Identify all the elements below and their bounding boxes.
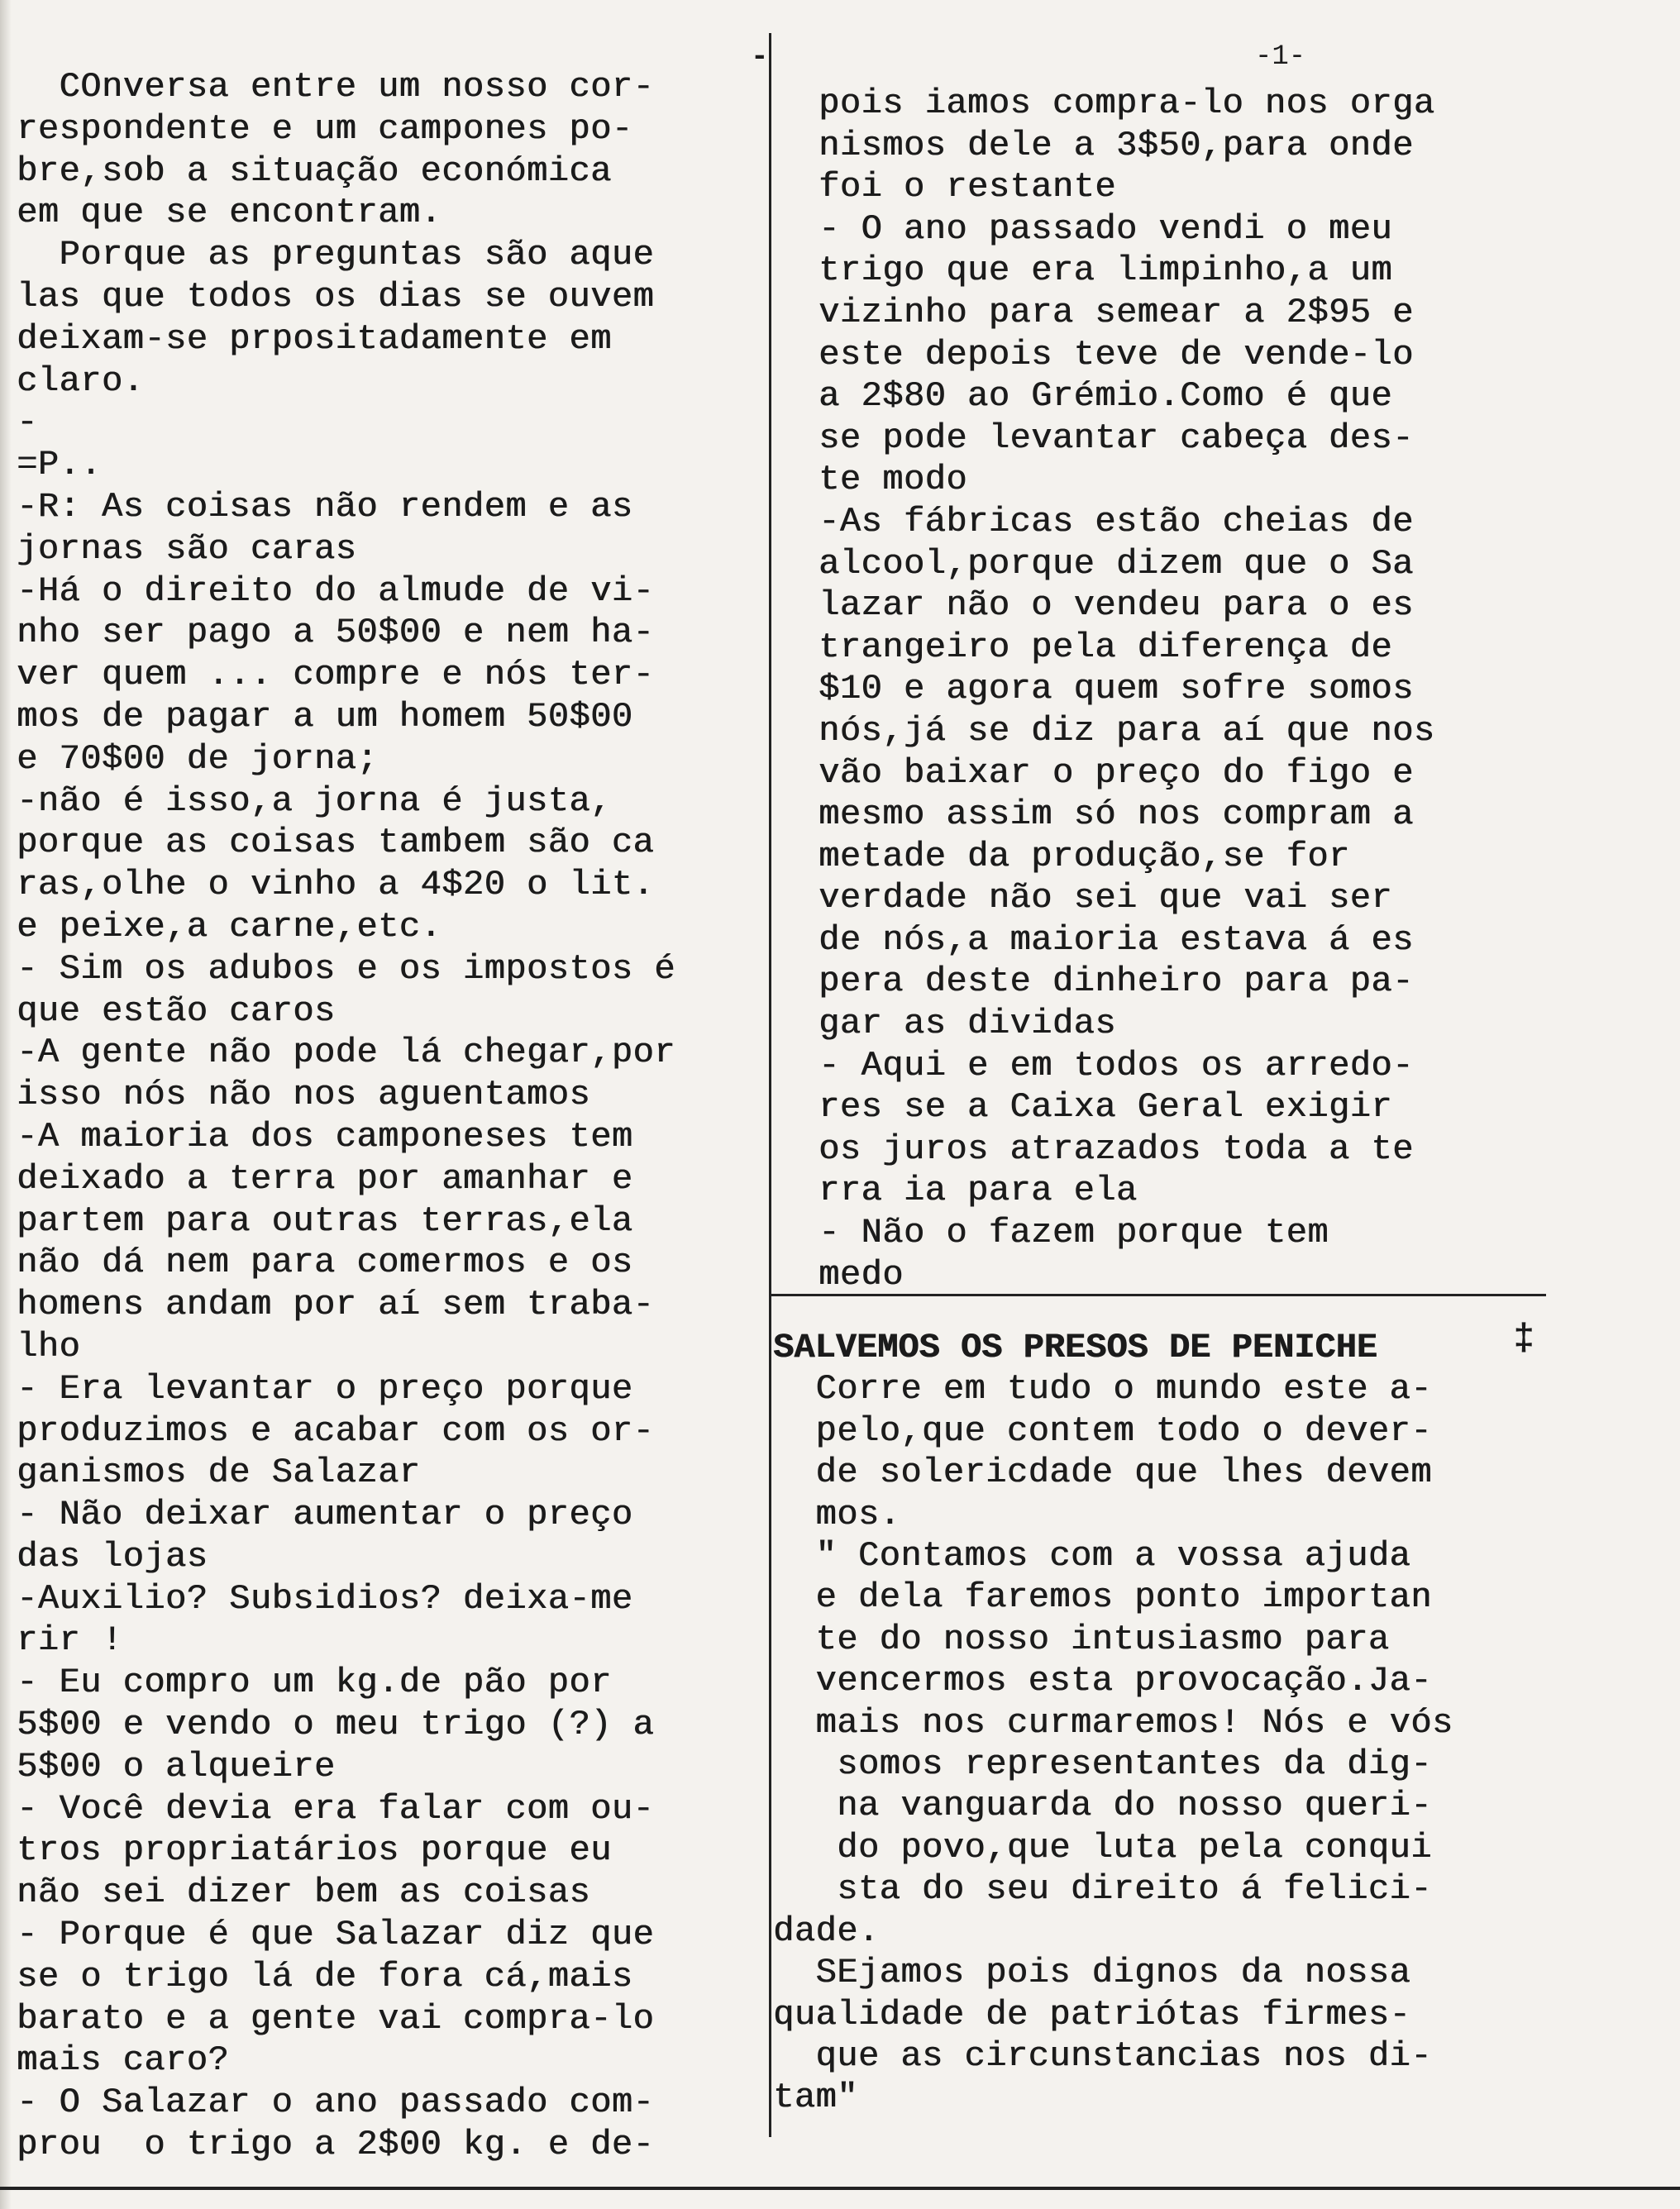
text-line: respondente e um campones po-: [17, 108, 633, 149]
text-line: COnversa entre um nosso cor-: [17, 67, 655, 107]
bottom-rule: [0, 2187, 1680, 2190]
text-line: pera deste dinheiro para pa-: [819, 961, 1414, 1002]
text-line: de solericdade que lhes devem: [773, 1453, 1432, 1493]
text-line: 5$00 e vendo o meu trigo (?) a: [17, 1705, 655, 1745]
text-line: de nós,a maioria estava á es: [819, 919, 1414, 960]
text-line: partem para outras terras,ela: [17, 1200, 633, 1241]
text-line: que estão caros: [17, 990, 336, 1031]
heading-mark: ‡: [1513, 1319, 1535, 1360]
text-line: - Aqui e em todos os arredo-: [819, 1045, 1414, 1085]
text-line: a 2$80 ao Grémio.Como é que: [819, 376, 1393, 417]
text-line: -: [17, 403, 38, 443]
text-line: mos.: [773, 1494, 901, 1534]
text-line: na vanguarda do nosso queri-: [773, 1786, 1432, 1826]
text-line: -Auxilio? Subsidios? deixa-me: [17, 1578, 633, 1619]
text-line: trigo que era limpinho,a um: [819, 250, 1393, 291]
text-line: " Contamos com a vossa ajuda: [773, 1536, 1411, 1577]
text-line: jornas são caras: [17, 528, 357, 569]
text-line: trangeiro pela diferença de: [819, 627, 1393, 667]
text-line: produzimos e acabar com os or-: [17, 1410, 655, 1451]
text-line: - Porque é que Salazar diz que: [17, 1915, 655, 1955]
text-line: - Você devia era falar com ou-: [17, 1788, 655, 1829]
text-line: lazar não o vendeu para o es: [819, 585, 1414, 626]
text-line: nho ser pago a 50$00 e nem ha-: [17, 613, 655, 653]
text-line: gar as dividas: [819, 1004, 1116, 1044]
text-line: mais nos curmaremos! Nós e vós: [773, 1702, 1453, 1743]
text-line: -R: As coisas não rendem e as: [17, 486, 633, 527]
text-line: metade da produção,se for: [819, 836, 1350, 876]
text-line: 5$00 o alqueire: [17, 1746, 336, 1787]
text-line: - O ano passado vendi o meu: [819, 208, 1393, 249]
text-line: das lojas: [17, 1536, 208, 1577]
text-line: -As fábricas estão cheias de: [819, 501, 1414, 542]
text-line: deixam-se prpositadamente em: [17, 318, 612, 359]
text-line: mos de pagar a um homem 50$00: [17, 696, 633, 737]
text-line: -não é isso,a jorna é justa,: [17, 780, 612, 821]
text-line: não sei dizer bem as coisas: [17, 1873, 591, 1913]
text-line: te do nosso intusiasmo para: [773, 1619, 1390, 1659]
text-line: foi o restante: [819, 167, 1116, 208]
text-line: - Era levantar o preço porque: [17, 1368, 633, 1409]
text-line: mais caro?: [17, 2040, 230, 2081]
text-line: isso nós não nos aguentamos: [17, 1075, 591, 1115]
text-line: prou o trigo a 2$00 kg. e de-: [17, 2125, 655, 2165]
text-line: - O Salazar o ano passado com-: [17, 2083, 655, 2123]
text-line: porque as coisas tambem são ca: [17, 823, 655, 863]
text-line: - Não o fazem porque tem: [819, 1213, 1329, 1253]
left-column: [17, 66, 769, 2166]
text-line: e peixe,a carne,etc.: [17, 906, 442, 947]
text-line: Corre em tudo o mundo este a-: [773, 1369, 1432, 1410]
text-line: -A maioria dos camponeses tem: [17, 1116, 633, 1157]
text-line: - Sim os adubos e os impostos é: [17, 948, 675, 989]
text-line: nós,já se diz para aí que nos: [819, 710, 1435, 751]
text-line: - Eu compro um kg.de pão por: [17, 1663, 612, 1703]
text-line: pois iamos compra-lo nos orga: [819, 83, 1435, 123]
column-divider: [769, 33, 771, 2137]
text-line: este depois teve de vende-lo: [819, 334, 1414, 375]
text-line: os juros atrazados toda a te: [819, 1128, 1414, 1169]
text-line: pelo,que contem todo o dever-: [773, 1410, 1432, 1451]
text-line: las que todos os dias se ouvem: [17, 276, 655, 317]
text-line: -Há o direito do almude de vi-: [17, 570, 655, 611]
text-line: se pode levantar cabeça des-: [819, 417, 1414, 458]
text-line: deixado a terra por amanhar e: [17, 1158, 633, 1199]
text-line: em que se encontram.: [17, 193, 442, 233]
text-line: se o trigo lá de fora cá,mais: [17, 1956, 633, 1997]
text-line: res se a Caixa Geral exigir: [819, 1087, 1393, 1128]
right-column-bottom: [773, 1327, 1546, 2119]
text-line: não dá nem para comermos e os: [17, 1243, 633, 1283]
right-column-top: [819, 83, 1546, 1295]
text-line: rra ia para ela: [819, 1171, 1138, 1211]
text-line: Porque as preguntas são aque: [17, 235, 655, 275]
text-line: bre,sob a situação económica: [17, 150, 612, 191]
text-line: claro.: [17, 360, 145, 401]
text-line: vizinho para semear a 2$95 e: [819, 292, 1414, 332]
text-line: medo: [819, 1254, 904, 1295]
text-line: sta do seu direito á felici-: [773, 1869, 1432, 1910]
text-line: dade.: [773, 1911, 880, 1951]
text-line: e dela faremos ponto importan: [773, 1577, 1432, 1618]
text-line: que as circunstancias nos di-: [773, 2035, 1432, 2076]
text-line: verdade não sei que vai ser: [819, 878, 1393, 918]
page-mark-right: -1-: [1255, 41, 1306, 73]
text-line: qualidade de patriótas firmes-: [773, 1994, 1411, 2035]
appeal-text: [773, 1368, 1546, 2118]
page-mark: -: [751, 40, 769, 74]
text-line: -A gente não pode lá chegar,por: [17, 1033, 675, 1073]
text-line: =P..: [17, 445, 102, 485]
text-line: do povo,que luta pela conqui: [773, 1827, 1432, 1868]
text-line: $10 e agora quem sofre somos: [819, 669, 1414, 709]
text-line: vencermos esta provocação.Ja-: [773, 1661, 1432, 1701]
text-line: lho: [17, 1326, 81, 1367]
text-line: rir !: [17, 1620, 123, 1661]
text-line: ver quem ... compre e nós ter-: [17, 655, 655, 695]
text-line: somos representantes da dig-: [773, 1744, 1432, 1785]
text-line: - Não deixar aumentar o preço: [17, 1495, 633, 1535]
text-line: tam": [773, 2078, 858, 2118]
text-line: nismos dele a 3$50,para onde: [819, 125, 1414, 165]
text-line: vão baixar o preço do figo e: [819, 752, 1414, 793]
section-heading: SALVEMOS OS PRESOS DE PENICHE: [773, 1328, 1377, 1367]
text-line: te modo: [819, 460, 967, 500]
text-line: mesmo assim só nos compram a: [819, 794, 1414, 835]
text-line: homens andam por aí sem traba-: [17, 1285, 655, 1325]
text-line: tros propriatários porque eu: [17, 1830, 612, 1871]
scan-edge-shadow: [0, 0, 12, 2209]
text-line: SEjamos pois dignos da nossa: [773, 1953, 1411, 1993]
text-line: ras,olhe o vinho a 4$20 o lit.: [17, 865, 655, 905]
text-line: barato e a gente vai compra-lo: [17, 1998, 655, 2039]
text-line: ganismos de Salazar: [17, 1453, 421, 1493]
text-line: e 70$00 de jorna;: [17, 738, 378, 779]
text-line: alcool,porque dizem que o Sa: [819, 543, 1414, 584]
